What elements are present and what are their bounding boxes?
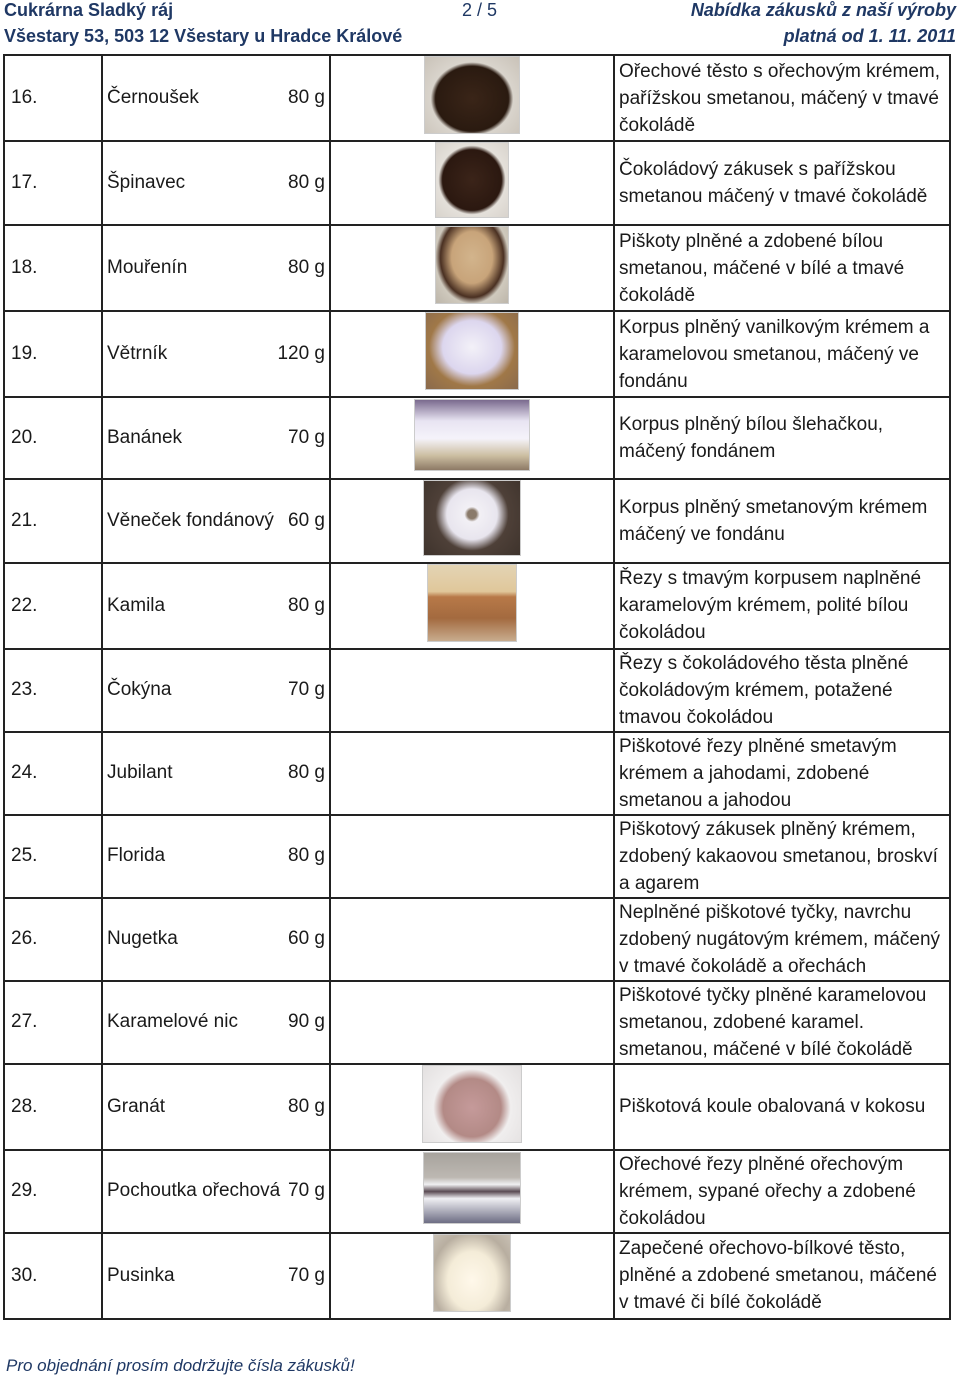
item-number xyxy=(4,1150,102,1233)
item-number xyxy=(4,898,102,981)
item-name: Banánek xyxy=(107,426,183,448)
item-number-text: 30. xyxy=(11,1264,38,1286)
item-photo-cell xyxy=(330,563,614,649)
item-name-cell xyxy=(102,141,330,225)
table-row xyxy=(4,898,950,981)
item-number-text: 25. xyxy=(11,845,38,867)
item-number xyxy=(4,141,102,225)
item-name: Mouřenín xyxy=(107,257,188,278)
item-number xyxy=(4,815,102,898)
item-number xyxy=(4,649,102,732)
venecek-photo xyxy=(423,480,521,556)
item-weight: 80 g xyxy=(288,257,325,278)
item-description: Čokoládový zákusek s pařížskou smetanou máčený v tmavé čokoládě xyxy=(614,141,950,225)
item-name: Pochoutka ořechová xyxy=(107,1180,281,1202)
item-weight: 70 g xyxy=(288,1180,325,1202)
item-number-text: 24. xyxy=(11,762,38,784)
table-row xyxy=(4,563,950,649)
item-name: Pusinka xyxy=(107,1264,175,1286)
item-description: Ořechové těsto s ořechovým krémem, pařížskou smetanou, máčený v tmavé čokoládě xyxy=(614,55,950,141)
item-name-cell xyxy=(102,311,330,397)
item-name-cell xyxy=(102,1064,330,1150)
item-photo-cell xyxy=(330,55,614,141)
item-name: Černoušek xyxy=(107,87,199,108)
item-name-cell xyxy=(102,649,330,732)
item-weight: 60 g xyxy=(288,509,325,531)
item-photo-cell xyxy=(330,981,614,1064)
item-weight: 80 g xyxy=(288,845,325,867)
item-photo-cell xyxy=(330,1233,614,1319)
item-name-cell xyxy=(102,479,330,563)
item-number-text: 21. xyxy=(11,509,38,531)
shop-address: Všestary 53, 503 12 Všestary u Hradce Králové xyxy=(4,26,403,46)
item-photo-cell xyxy=(330,732,614,815)
page-number: 2 / 5 xyxy=(462,0,498,20)
item-number xyxy=(4,479,102,563)
page-header xyxy=(0,0,960,52)
table-row xyxy=(4,1064,950,1150)
item-weight: 80 g xyxy=(288,1095,325,1117)
table-row xyxy=(4,732,950,815)
item-photo-cell xyxy=(330,1064,614,1150)
item-name: Florida xyxy=(107,845,166,867)
item-photo-cell xyxy=(330,397,614,479)
kamila-photo xyxy=(427,564,517,642)
item-name: Granát xyxy=(107,1095,166,1117)
item-photo-cell xyxy=(330,815,614,898)
table-row xyxy=(4,649,950,732)
item-photo-cell xyxy=(330,479,614,563)
item-description: Neplněné piškotové tyčky, navrchu zdobený nugátovým krémem, máčený v tmavé čokoládě a ořechách xyxy=(614,898,950,981)
item-name-cell xyxy=(102,898,330,981)
item-number-text: 17. xyxy=(11,172,38,193)
table-row xyxy=(4,311,950,397)
footer-note: Pro objednání prosím dodržujte čísla zákusků! xyxy=(6,1356,355,1375)
item-number-text: 22. xyxy=(11,594,38,616)
item-description: Korpus plněný bílou šlehačkou, máčený fondánem xyxy=(614,397,950,479)
item-weight: 70 g xyxy=(288,426,325,448)
table-row xyxy=(4,141,950,225)
item-description: Řezy s čokoládového těsta plněné čokoládovým krémem, potažené tmavou čokoládou xyxy=(614,649,950,732)
item-number-text: 18. xyxy=(11,257,38,278)
chocolate-cake-photo xyxy=(424,56,520,134)
item-number-text: 27. xyxy=(11,1011,38,1033)
item-number xyxy=(4,563,102,649)
item-name-cell xyxy=(102,225,330,311)
item-name-cell xyxy=(102,563,330,649)
item-number-text: 26. xyxy=(11,928,38,950)
item-number-text: 29. xyxy=(11,1180,38,1202)
item-photo-cell xyxy=(330,1150,614,1233)
item-description: Zapečené ořechovo-bílkové těsto, plněné a zdobené smetanou, máčené v tmavé či bílé čokoládě xyxy=(614,1233,950,1319)
item-weight: 80 g xyxy=(288,594,325,616)
offer-title: Nabídka zákusků z naší výroby xyxy=(690,0,956,20)
pusinka-photo xyxy=(433,1234,511,1312)
item-number xyxy=(4,981,102,1064)
item-number xyxy=(4,55,102,141)
item-description: Piškotová koule obalovaná v kokosu xyxy=(614,1064,950,1150)
item-name: Jubilant xyxy=(107,762,173,784)
table-row xyxy=(4,1233,950,1319)
item-description: Piškotový zákusek plněný krémem, zdobený kakaovou smetanou, broskví a agarem xyxy=(614,815,950,898)
bananek-photo xyxy=(414,399,530,471)
pochoutka-photo xyxy=(423,1152,521,1224)
table-row xyxy=(4,397,950,479)
item-name: Karamelové nic xyxy=(107,1011,238,1033)
item-number-text: 19. xyxy=(11,343,38,364)
item-weight: 120 g xyxy=(277,343,325,364)
item-number-text: 28. xyxy=(11,1095,38,1117)
item-description: Korpus plněný vanilkovým krémem a karamelovou smetanou, máčený ve fondánu xyxy=(614,311,950,397)
item-number xyxy=(4,397,102,479)
item-name: Kamila xyxy=(107,594,166,616)
item-weight: 80 g xyxy=(288,172,325,193)
item-name-cell xyxy=(102,397,330,479)
item-number-text: 20. xyxy=(11,426,38,448)
item-description: Korpus plněný smetanovým krémem máčený ve fondánu xyxy=(614,479,950,563)
shop-name: Cukrárna Sladký ráj xyxy=(4,0,174,20)
table-row xyxy=(4,479,950,563)
chocolate-rosette-photo xyxy=(435,142,509,218)
item-description: Řezy s tmavým korpusem naplněné karamelovým krémem, polité bílou čokoládou xyxy=(614,563,950,649)
item-description: Piškotové řezy plněné smetavým krémem a jahodami, zdobené smetanou a jahodou xyxy=(614,732,950,815)
item-number xyxy=(4,1064,102,1150)
item-description: Piškotové tyčky plněné karamelovou smetanou, zdobené karamel. smetanou, máčené v bílé čokoládě xyxy=(614,981,950,1064)
item-weight: 70 g xyxy=(288,679,325,701)
item-weight: 90 g xyxy=(288,1011,325,1033)
table-row xyxy=(4,981,950,1064)
item-photo-cell xyxy=(330,141,614,225)
item-weight: 60 g xyxy=(288,928,325,950)
item-name: Větrník xyxy=(107,343,168,364)
valid-from: platná od 1. 11. 2011 xyxy=(783,26,956,46)
vetrnik-photo xyxy=(425,312,519,390)
item-weight: 80 g xyxy=(288,762,325,784)
item-name-cell xyxy=(102,732,330,815)
item-photo-cell xyxy=(330,311,614,397)
item-photo-cell xyxy=(330,649,614,732)
table-row xyxy=(4,55,950,141)
cream-cake-photo xyxy=(435,226,509,304)
item-photo-cell xyxy=(330,225,614,311)
item-name-cell xyxy=(102,1150,330,1233)
table-row xyxy=(4,815,950,898)
item-weight: 80 g xyxy=(288,87,325,108)
item-number-text: 23. xyxy=(11,679,38,701)
item-number xyxy=(4,225,102,311)
item-name-cell xyxy=(102,55,330,141)
item-name: Věneček fondánový xyxy=(107,509,274,531)
item-description: Ořechové řezy plněné ořechovým krémem, sypané ořechy a zdobené čokoládou xyxy=(614,1150,950,1233)
item-name-cell xyxy=(102,815,330,898)
item-number xyxy=(4,1233,102,1319)
table-row xyxy=(4,1150,950,1233)
item-name-cell xyxy=(102,1233,330,1319)
item-weight: 70 g xyxy=(288,1264,325,1286)
item-number-text: 16. xyxy=(11,87,38,108)
item-description: Piškoty plněné a zdobené bílou smetanou, máčené v bílé a tmavé čokoládě xyxy=(614,225,950,311)
table-row xyxy=(4,225,950,311)
granat-photo xyxy=(422,1065,522,1143)
item-name-cell xyxy=(102,981,330,1064)
item-name: Čokýna xyxy=(107,679,172,701)
item-number xyxy=(4,311,102,397)
item-name: Nugetka xyxy=(107,928,178,950)
item-number xyxy=(4,732,102,815)
item-photo-cell xyxy=(330,898,614,981)
cake-table xyxy=(3,54,951,1320)
item-name: Špinavec xyxy=(107,172,186,193)
